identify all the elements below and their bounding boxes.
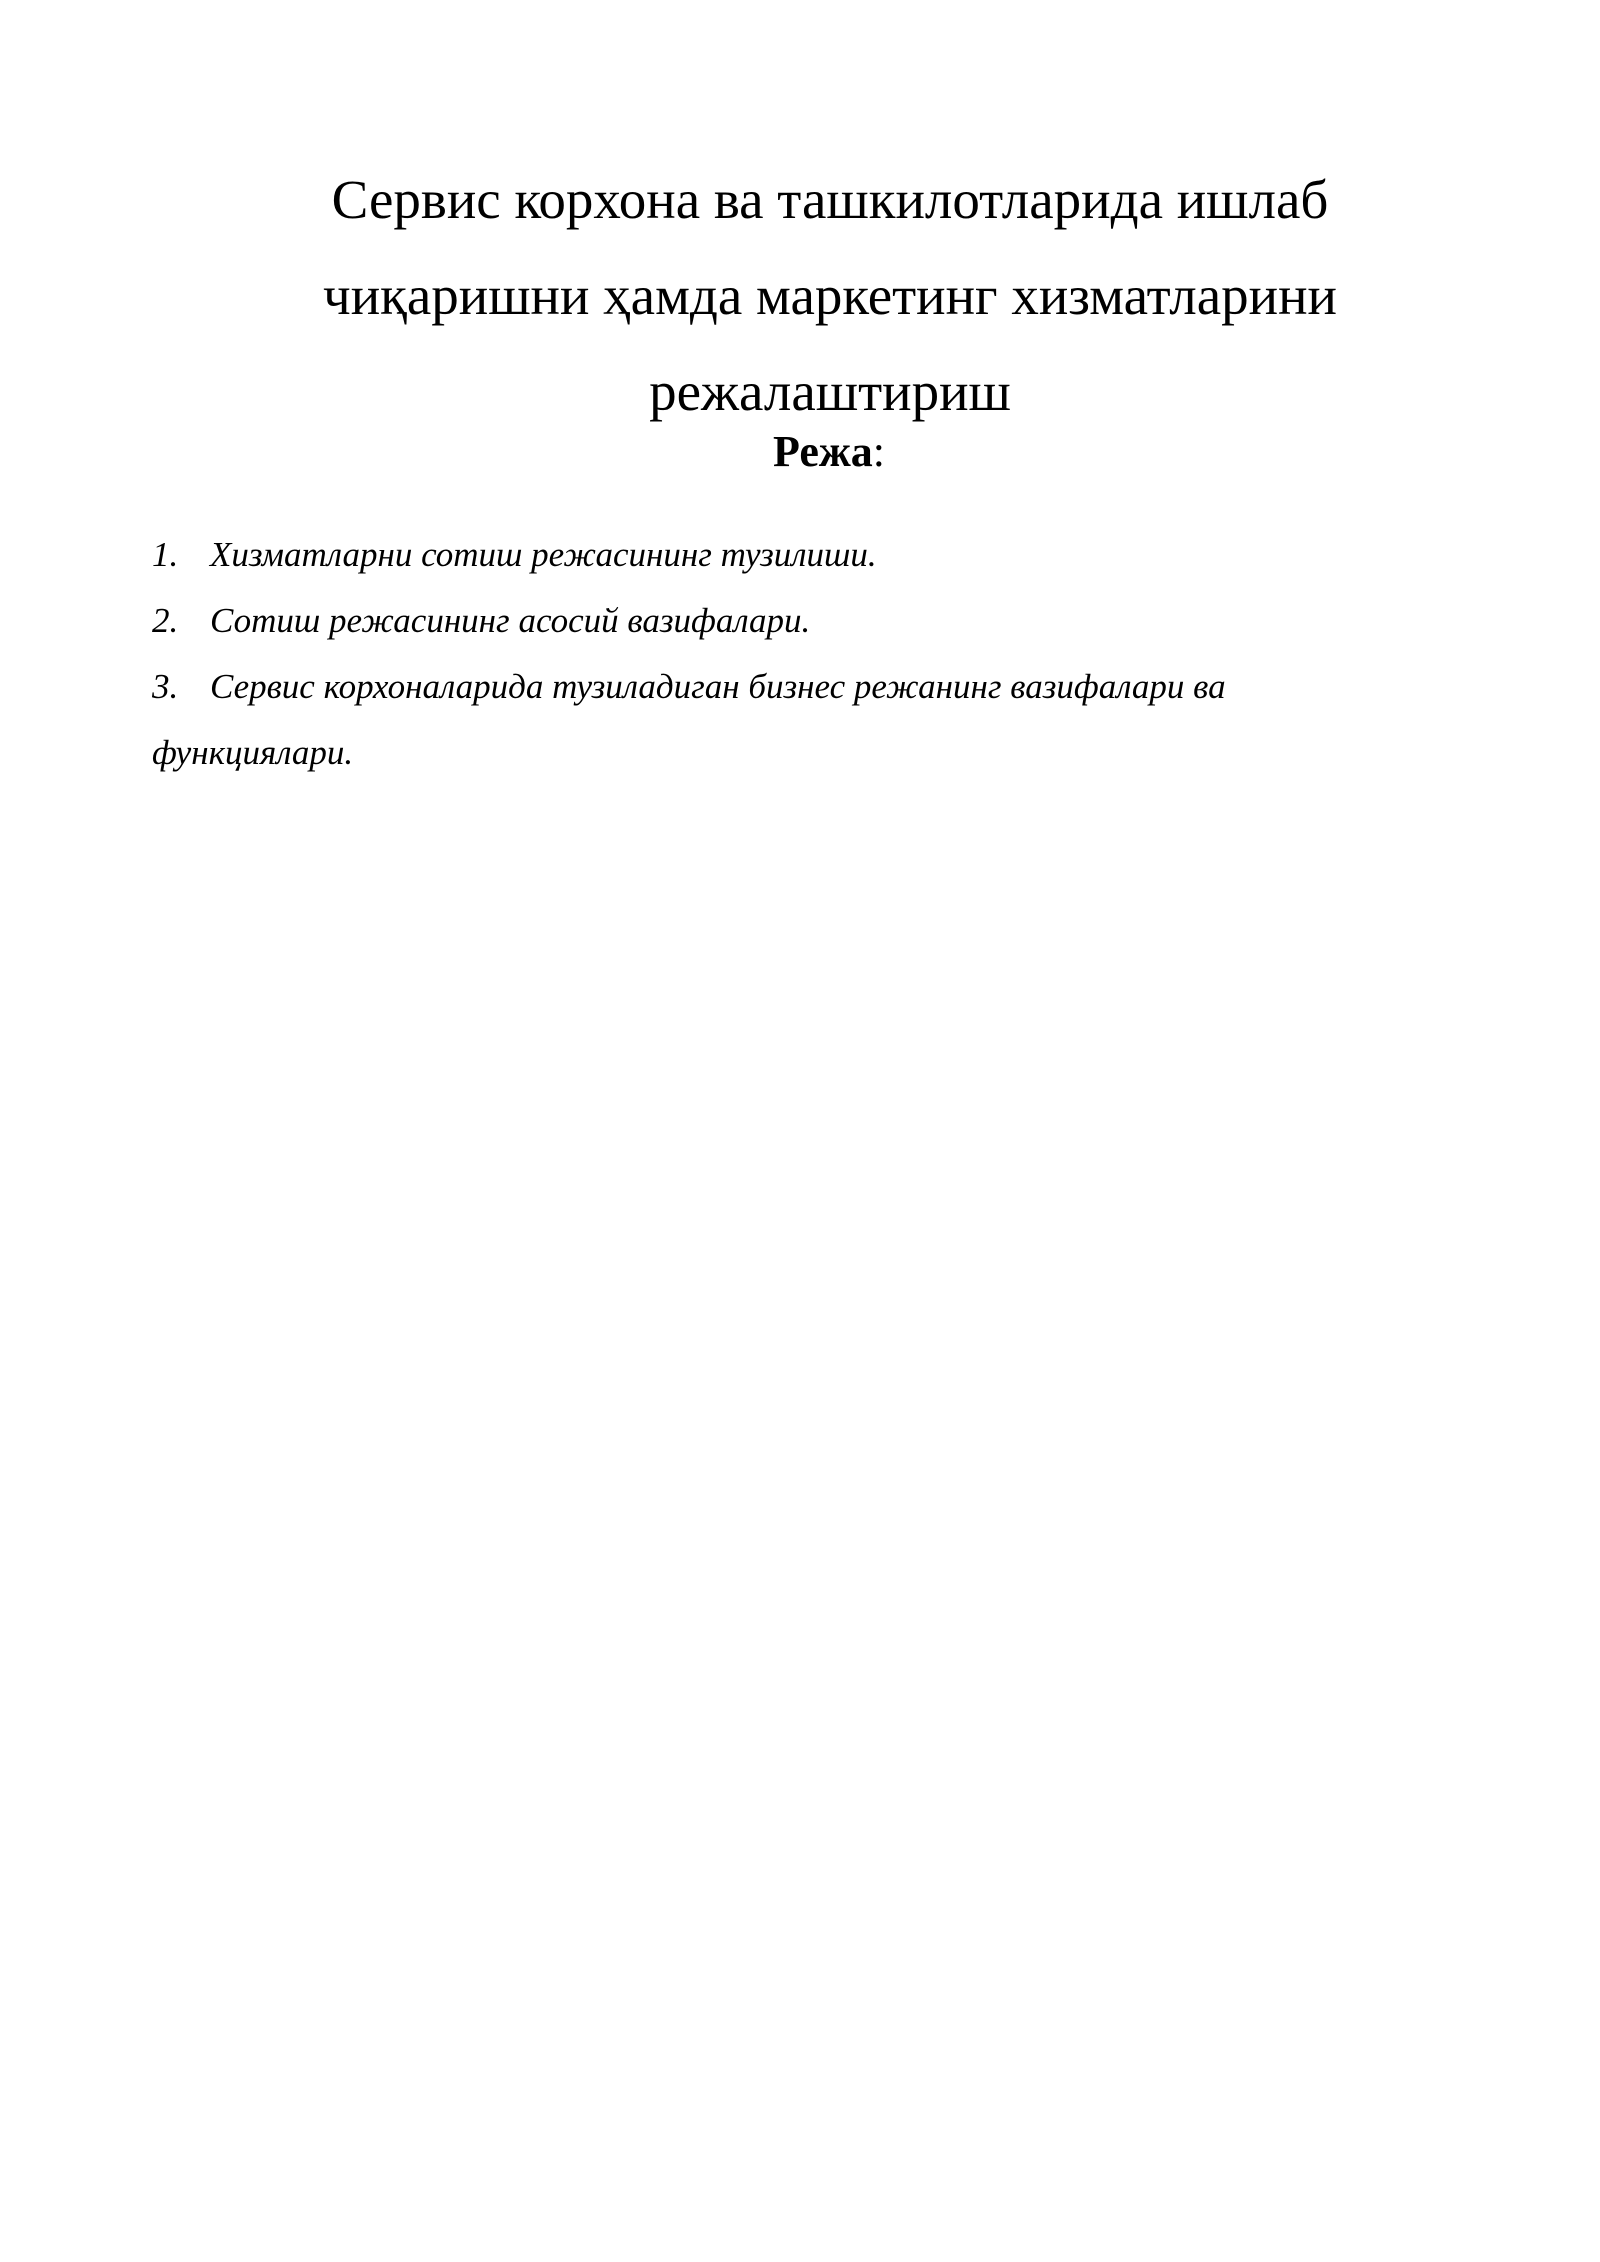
plan-item-text: Сотиш режасининг асосий вазифалари.: [210, 601, 811, 640]
plan-heading-label: Режа: [773, 427, 873, 476]
plan-item-number: 3.: [152, 667, 179, 706]
plan-list: [152, 522, 1402, 786]
plan-item-text: Хизматларни сотиш режасининг тузилиши.: [210, 535, 877, 574]
plan-item: [152, 654, 1402, 786]
plan-item: [152, 522, 1402, 588]
plan-heading-colon: :: [872, 427, 885, 476]
plan-item-number: 2.: [152, 601, 179, 640]
plan-item: [152, 588, 1402, 654]
document-title: Сервис корхона ва ташкилотларида ишлаб чиқаришни ҳамда маркетинг хизматларини режалаштириш: [323, 169, 1337, 422]
plan-heading: [0, 417, 1600, 487]
plan-item-text: Сервис корхоналарида тузиладиган бизнес режанинг вазифалари ва функциялари.: [152, 667, 1226, 772]
plan-item-number: 1.: [152, 535, 179, 574]
